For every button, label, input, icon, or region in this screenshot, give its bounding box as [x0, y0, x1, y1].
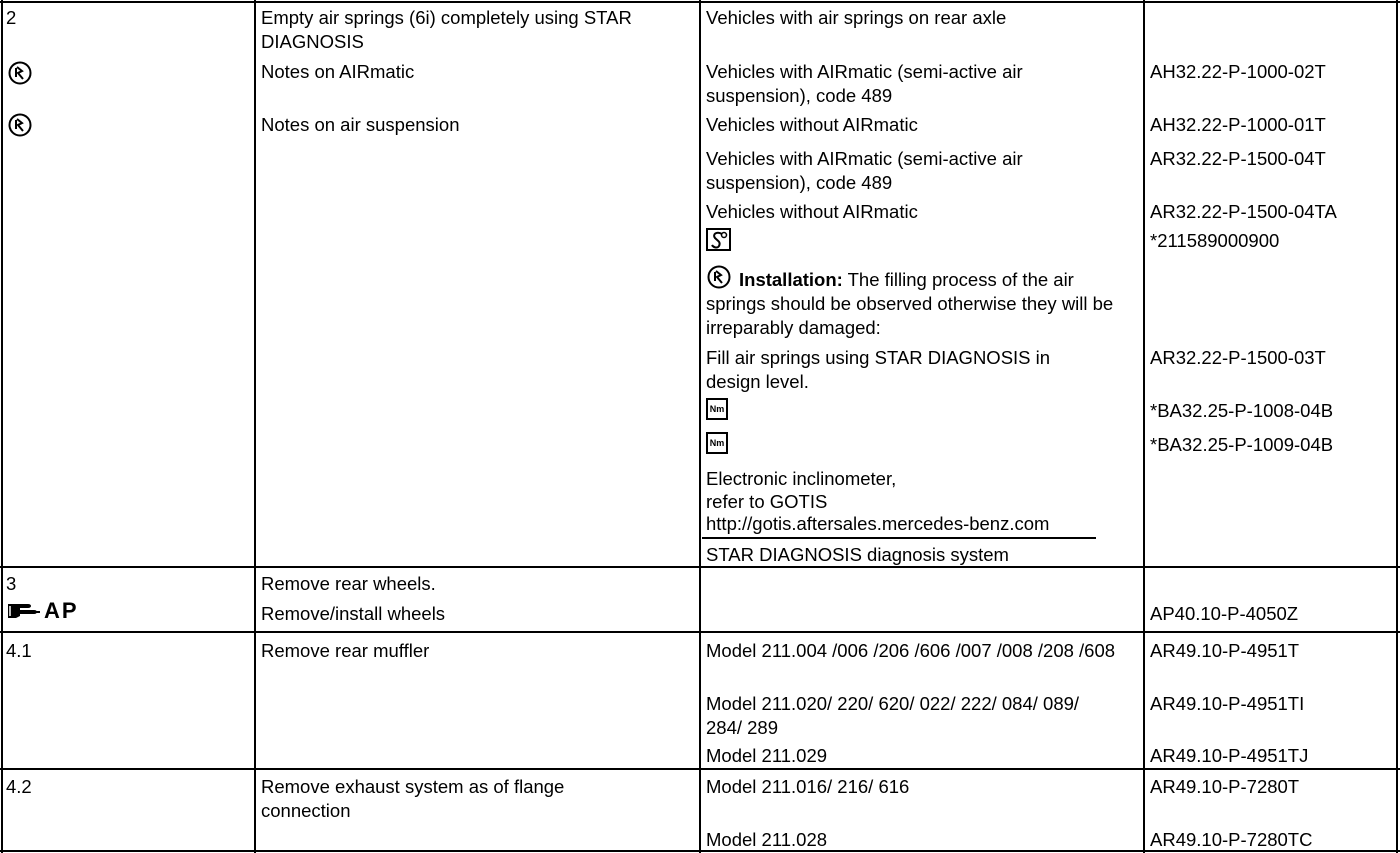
reference-link[interactable]: AP40.10-P-4050Z	[1150, 603, 1299, 624]
link-underline-rule	[702, 537, 1096, 539]
row-divider	[0, 566, 1400, 568]
reference-link[interactable]: AR49.10-P-7280T	[1150, 776, 1300, 797]
note-icon	[7, 60, 33, 86]
reference-link[interactable]: AR32.22-P-1500-03T	[1150, 347, 1326, 368]
condition-text: Vehicles without AIRmatic	[706, 201, 918, 222]
reference-link[interactable]: AR49.10-P-4951TI	[1150, 693, 1305, 714]
condition-text: Model 211.020/ 220/ 620/ 022/ 222/ 084/ 089/ 284/ 289	[706, 693, 1080, 738]
condition-text: Vehicles with air springs on rear axle	[706, 7, 1007, 28]
step-action: Empty air springs (6i) completely using STAR DIAGNOSIS	[261, 7, 632, 52]
step-number: 4.2	[6, 776, 32, 797]
row-divider	[0, 768, 1400, 770]
column-divider-1	[254, 0, 256, 853]
table-border-right	[1396, 0, 1398, 853]
step-action: Remove/install wheels	[261, 603, 446, 624]
torque-icon: Nm	[706, 432, 728, 454]
installation-label: Installation:	[739, 269, 843, 290]
step-action: Remove rear wheels.	[261, 573, 436, 594]
installation-note	[706, 268, 1126, 340]
table-border-top	[0, 1, 1400, 3]
step-action: Remove exhaust system as of flange connection	[261, 776, 565, 821]
special-tool-icon	[706, 228, 732, 252]
condition-text: Vehicles without AIRmatic	[706, 114, 918, 135]
step-number: 3	[6, 573, 17, 594]
torque-icon: Nm	[706, 398, 728, 420]
reference-link[interactable]: AR32.22-P-1500-04TA	[1150, 201, 1337, 222]
note-icon	[7, 112, 33, 138]
gotis-link[interactable]: http://gotis.aftersales.mercedes-benz.com	[706, 513, 1050, 534]
condition-text: Model 211.004 /006 /206 /606 /007 /008 /208 /608	[706, 640, 1116, 661]
reference-link[interactable]: AR49.10-P-4951TJ	[1150, 745, 1309, 766]
condition-text: Fill air springs using STAR DIAGNOSIS in design level.	[706, 347, 1051, 392]
reference-link[interactable]: *BA32.25-P-1008-04B	[1150, 400, 1334, 421]
reference-link[interactable]: *211589000900	[1150, 230, 1280, 251]
reference-link[interactable]: AH32.22-P-1000-02T	[1150, 61, 1326, 82]
reference-link[interactable]: AR49.10-P-4951T	[1150, 640, 1300, 661]
table-border-left	[1, 0, 3, 853]
reference-link[interactable]: *BA32.25-P-1009-04B	[1150, 434, 1334, 455]
condition-text: Model 211.028	[706, 829, 828, 850]
condition-text: Vehicles with AIRmatic (semi-active air suspension), code 489	[706, 61, 1023, 106]
ap-label: AP	[44, 598, 79, 623]
step-number: 2	[6, 7, 17, 28]
step-action: Remove rear muffler	[261, 640, 430, 661]
installation-text: The filling process of the air springs should be observed otherwise they will be irreparably damaged:	[706, 269, 1114, 338]
ap-hand-icon	[6, 600, 44, 622]
condition-text: refer to GOTIS	[706, 491, 828, 512]
condition-text: Model 211.016/ 216/ 616	[706, 776, 910, 797]
reference-link[interactable]: AH32.22-P-1000-01T	[1150, 114, 1326, 135]
step-action: Notes on air suspension	[261, 114, 460, 135]
condition-text: Model 211.029	[706, 745, 828, 766]
condition-text: STAR DIAGNOSIS diagnosis system	[706, 544, 1009, 565]
column-divider-2	[699, 0, 701, 853]
step-number: 4.1	[6, 640, 32, 661]
reference-link[interactable]: AR49.10-P-7280TC	[1150, 829, 1313, 850]
condition-text: Electronic inclinometer,	[706, 468, 897, 489]
step-action: Notes on AIRmatic	[261, 61, 415, 82]
column-divider-3	[1143, 0, 1145, 853]
condition-text: Vehicles with AIRmatic (semi-active air suspension), code 489	[706, 148, 1023, 193]
row-divider	[0, 631, 1400, 633]
reference-link[interactable]: AR32.22-P-1500-04T	[1150, 148, 1326, 169]
